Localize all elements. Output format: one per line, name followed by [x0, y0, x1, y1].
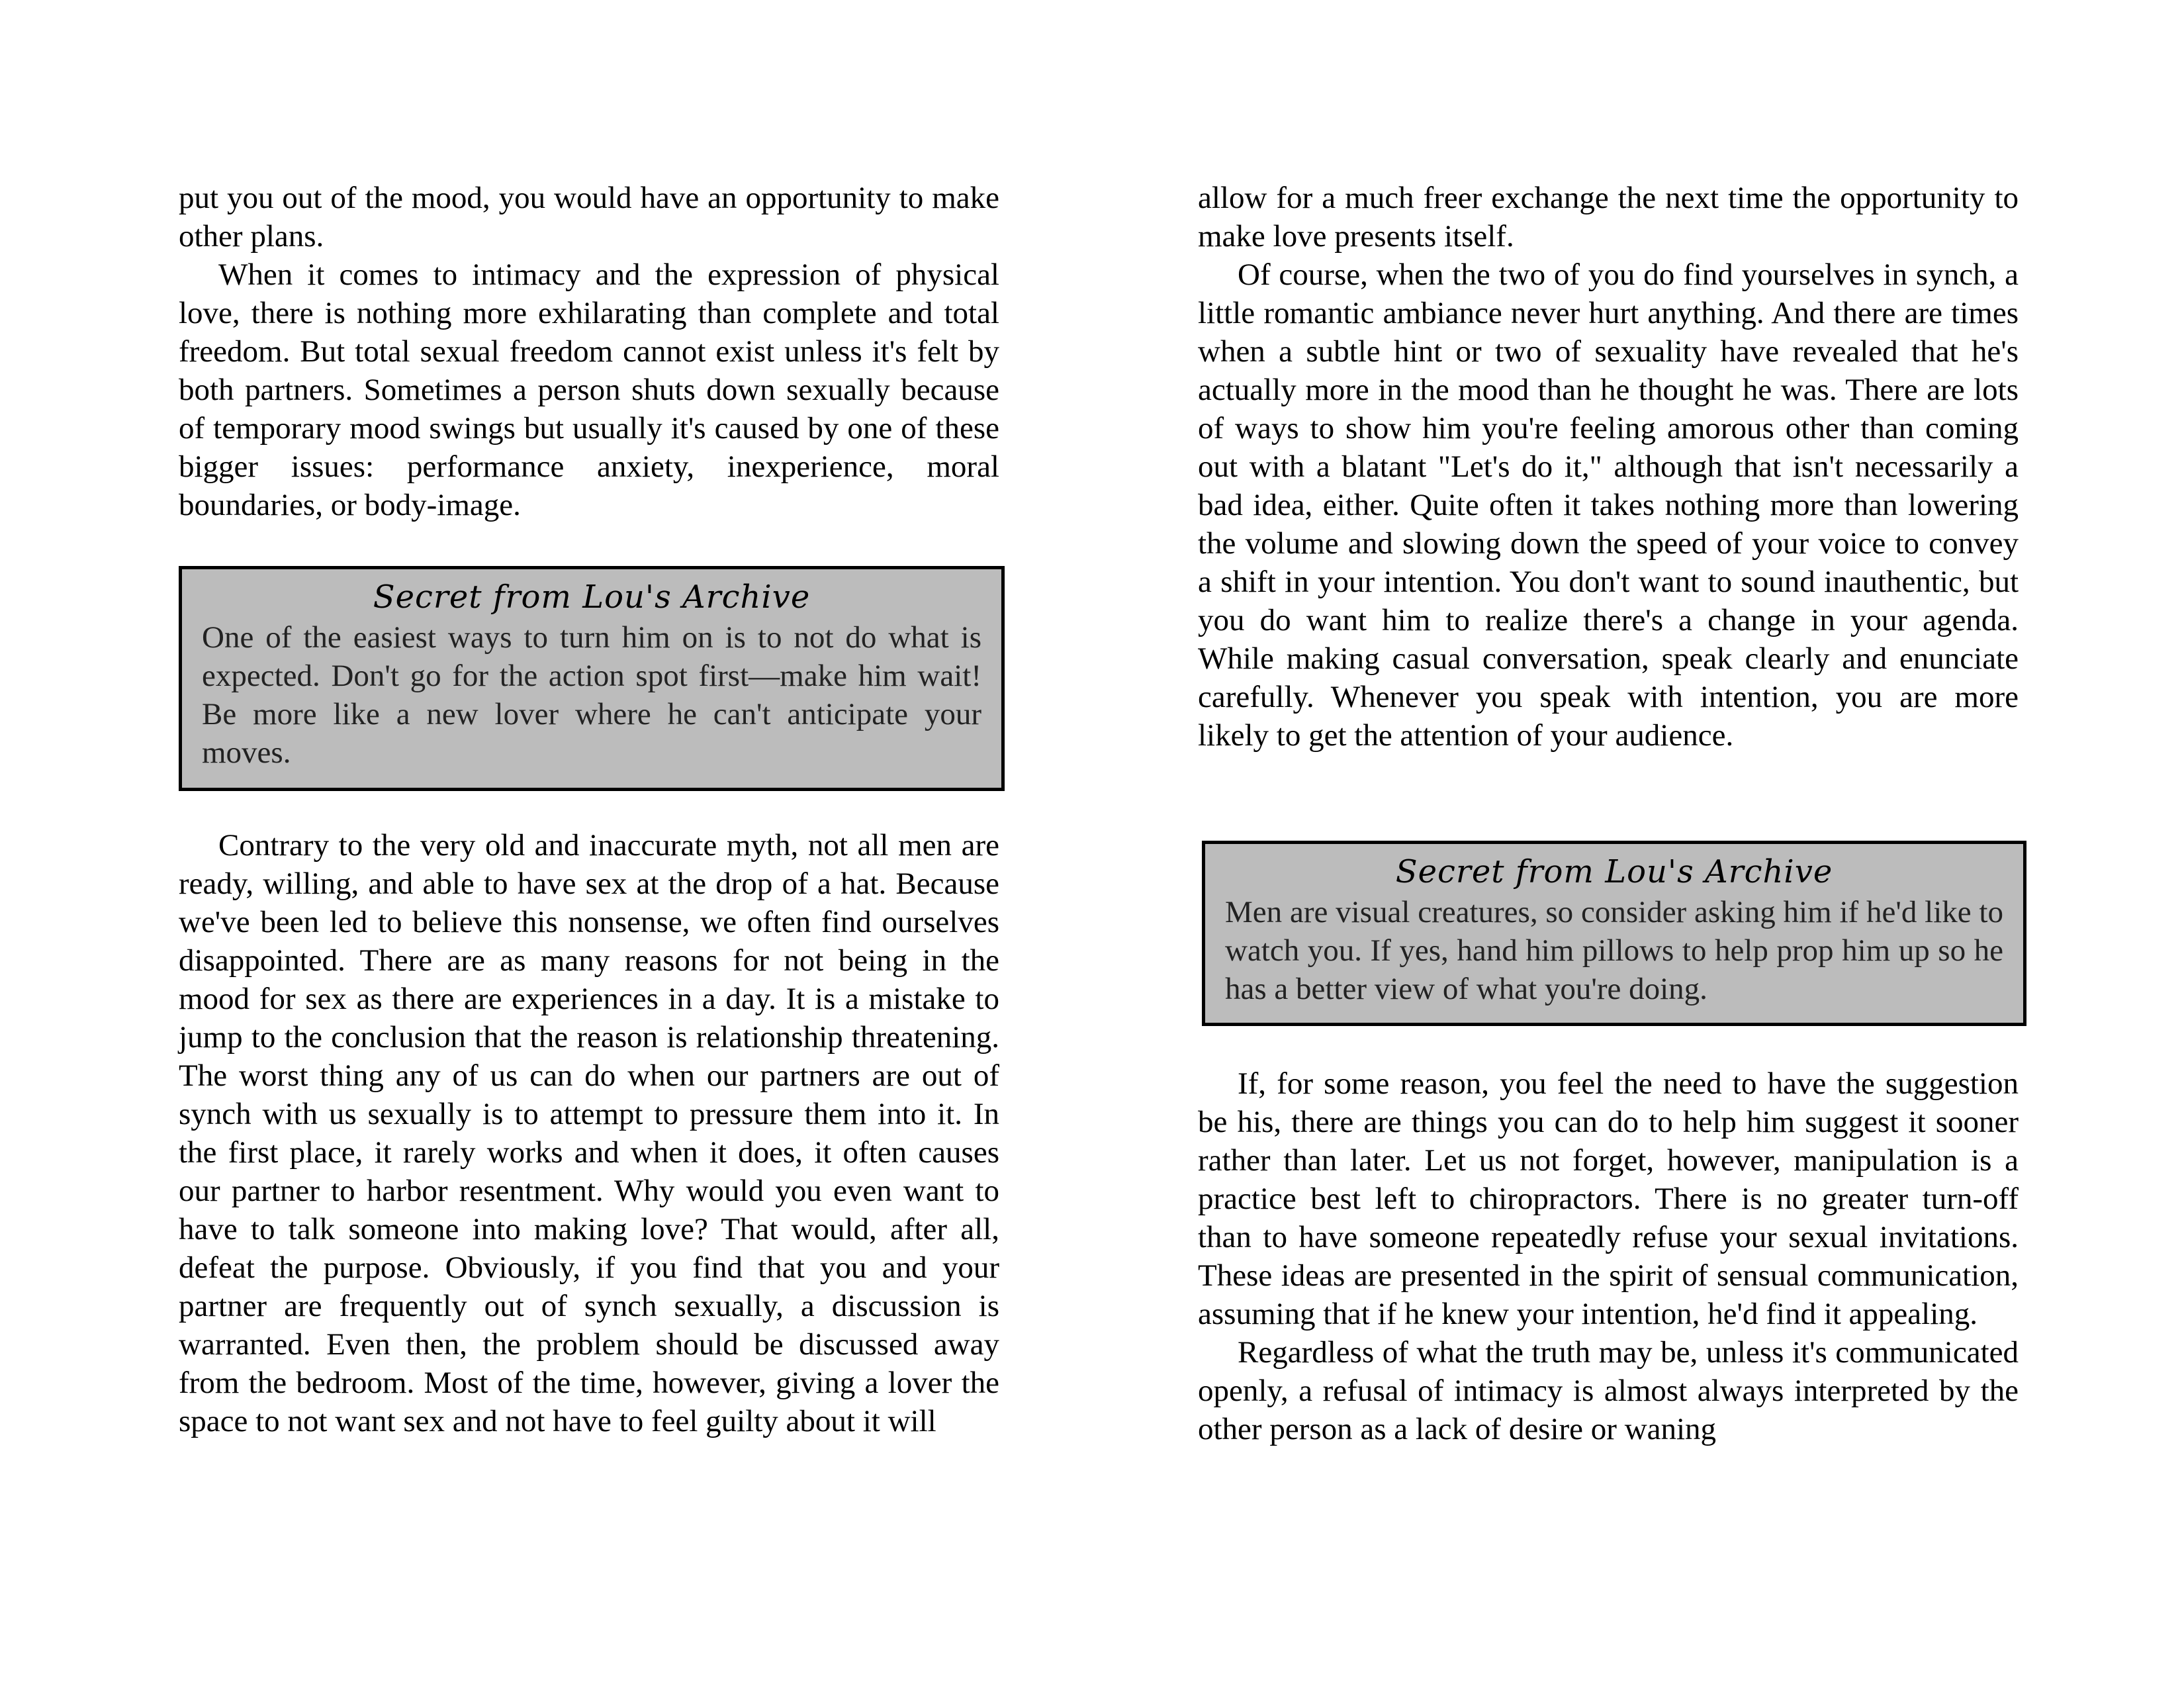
- left-secret-box: [179, 566, 1005, 791]
- right-text-top: [1198, 179, 2019, 755]
- right-secret-title: Secret from Lou's Archive: [1395, 853, 1833, 890]
- right-secret-box: [1202, 841, 2026, 1026]
- left-text-top: [179, 179, 999, 524]
- left-paragraph-2: When it comes to intimacy and the expression of physical love, there is nothing more exhilarating than complete and total freedom. But total sexual freedom cannot exist unless it's felt by both partners. Sometimes a person shuts down sexually because of temporary mood swings but usually it's caused by one of these bigger issues: performance anxiety, inexperience, moral boundaries, or body-image.: [179, 258, 999, 522]
- left-text-bottom: [179, 826, 999, 1440]
- left-paragraph-1: put you out of the mood, you would have an opportunity to make other plans.: [179, 181, 999, 254]
- left-page: [179, 179, 999, 1503]
- right-paragraph-4: Regardless of what the truth may be, unless it's communicated openly, a refusal of intimacy is almost always interpreted by the other person as a lack of desire or waning: [1198, 1335, 2019, 1446]
- right-paragraph-3: If, for some reason, you feel the need to have the suggestion be his, there are things you can do to help him suggest it sooner rather than later. Let us not forget, however, manipulation is a practice best left to chiropractors. There is no greater turn-off than to have someone repeatedly refuse your sexual invitations. These ideas are presented in the spirit of sensual communication, assuming that if he knew your intention, he'd find it appealing.: [1198, 1066, 2019, 1331]
- right-text-bottom: [1198, 1064, 2019, 1448]
- right-paragraph-1: allow for a much freer exchange the next time the opportunity to make love presents itself.: [1198, 181, 2019, 254]
- right-secret-text: Men are visual creatures, so consider asking him if he'd like to watch you. If yes, hand him pillows to help prop him up so he has a better view of what you're doing.: [1225, 895, 2003, 1006]
- right-page: [1198, 179, 2019, 1503]
- right-paragraph-2: Of course, when the two of you do find yourselves in synch, a little romantic ambiance never hurt anything. And there are times when a subtle hint or two of sexuality have revealed that he's actually more in the mood than he thought he was. There are lots of ways to show him you're feeling amorous other than coming out with a blatant "Let's do it," although that isn't necessarily a bad idea, either. Quite often it takes nothing more than lowering the volume and slowing down the speed of your voice to convey a shift in your intention. You don't want to sound inauthentic, but you do want him to realize there's a change in your agenda. While making casual conversation, speak clearly and enunciate carefully. Whenever you speak with intention, you are more likely to get the attention of your audience.: [1198, 258, 2019, 753]
- left-paragraph-3: Contrary to the very old and inaccurate myth, not all men are ready, willing, and able to have sex at the drop of a hat. Because we've been led to believe this nonsense, we often find ourselves disappointed. There are as many reasons for not being in the mood for sex as there are experiences in a day. It is a mistake to jump to the conclusion that the reason is relationship threatening. The worst thing any of us can do when our partners are out of synch with us sexually is to attempt to pressure them into it. In the first place, it rarely works and when it does, it often causes our partner to harbor resentment. Why would you even want to have to talk someone into making love? That would, after all, defeat the purpose. Obviously, if you find that you and your partner are frequently out of synch sexually, a discussion is warranted. Even then, the problem should be discussed away from the bedroom. Most of the time, however, giving a lover the space to not want sex and not have to feel guilty about it will: [179, 828, 999, 1438]
- left-secret-title: Secret from Lou's Archive: [373, 579, 811, 616]
- left-secret-text: One of the easiest ways to turn him on is to not do what is expected. Don't go for the action spot first—make him wait! Be more like a new lover where he can't anticipate your moves.: [202, 620, 981, 770]
